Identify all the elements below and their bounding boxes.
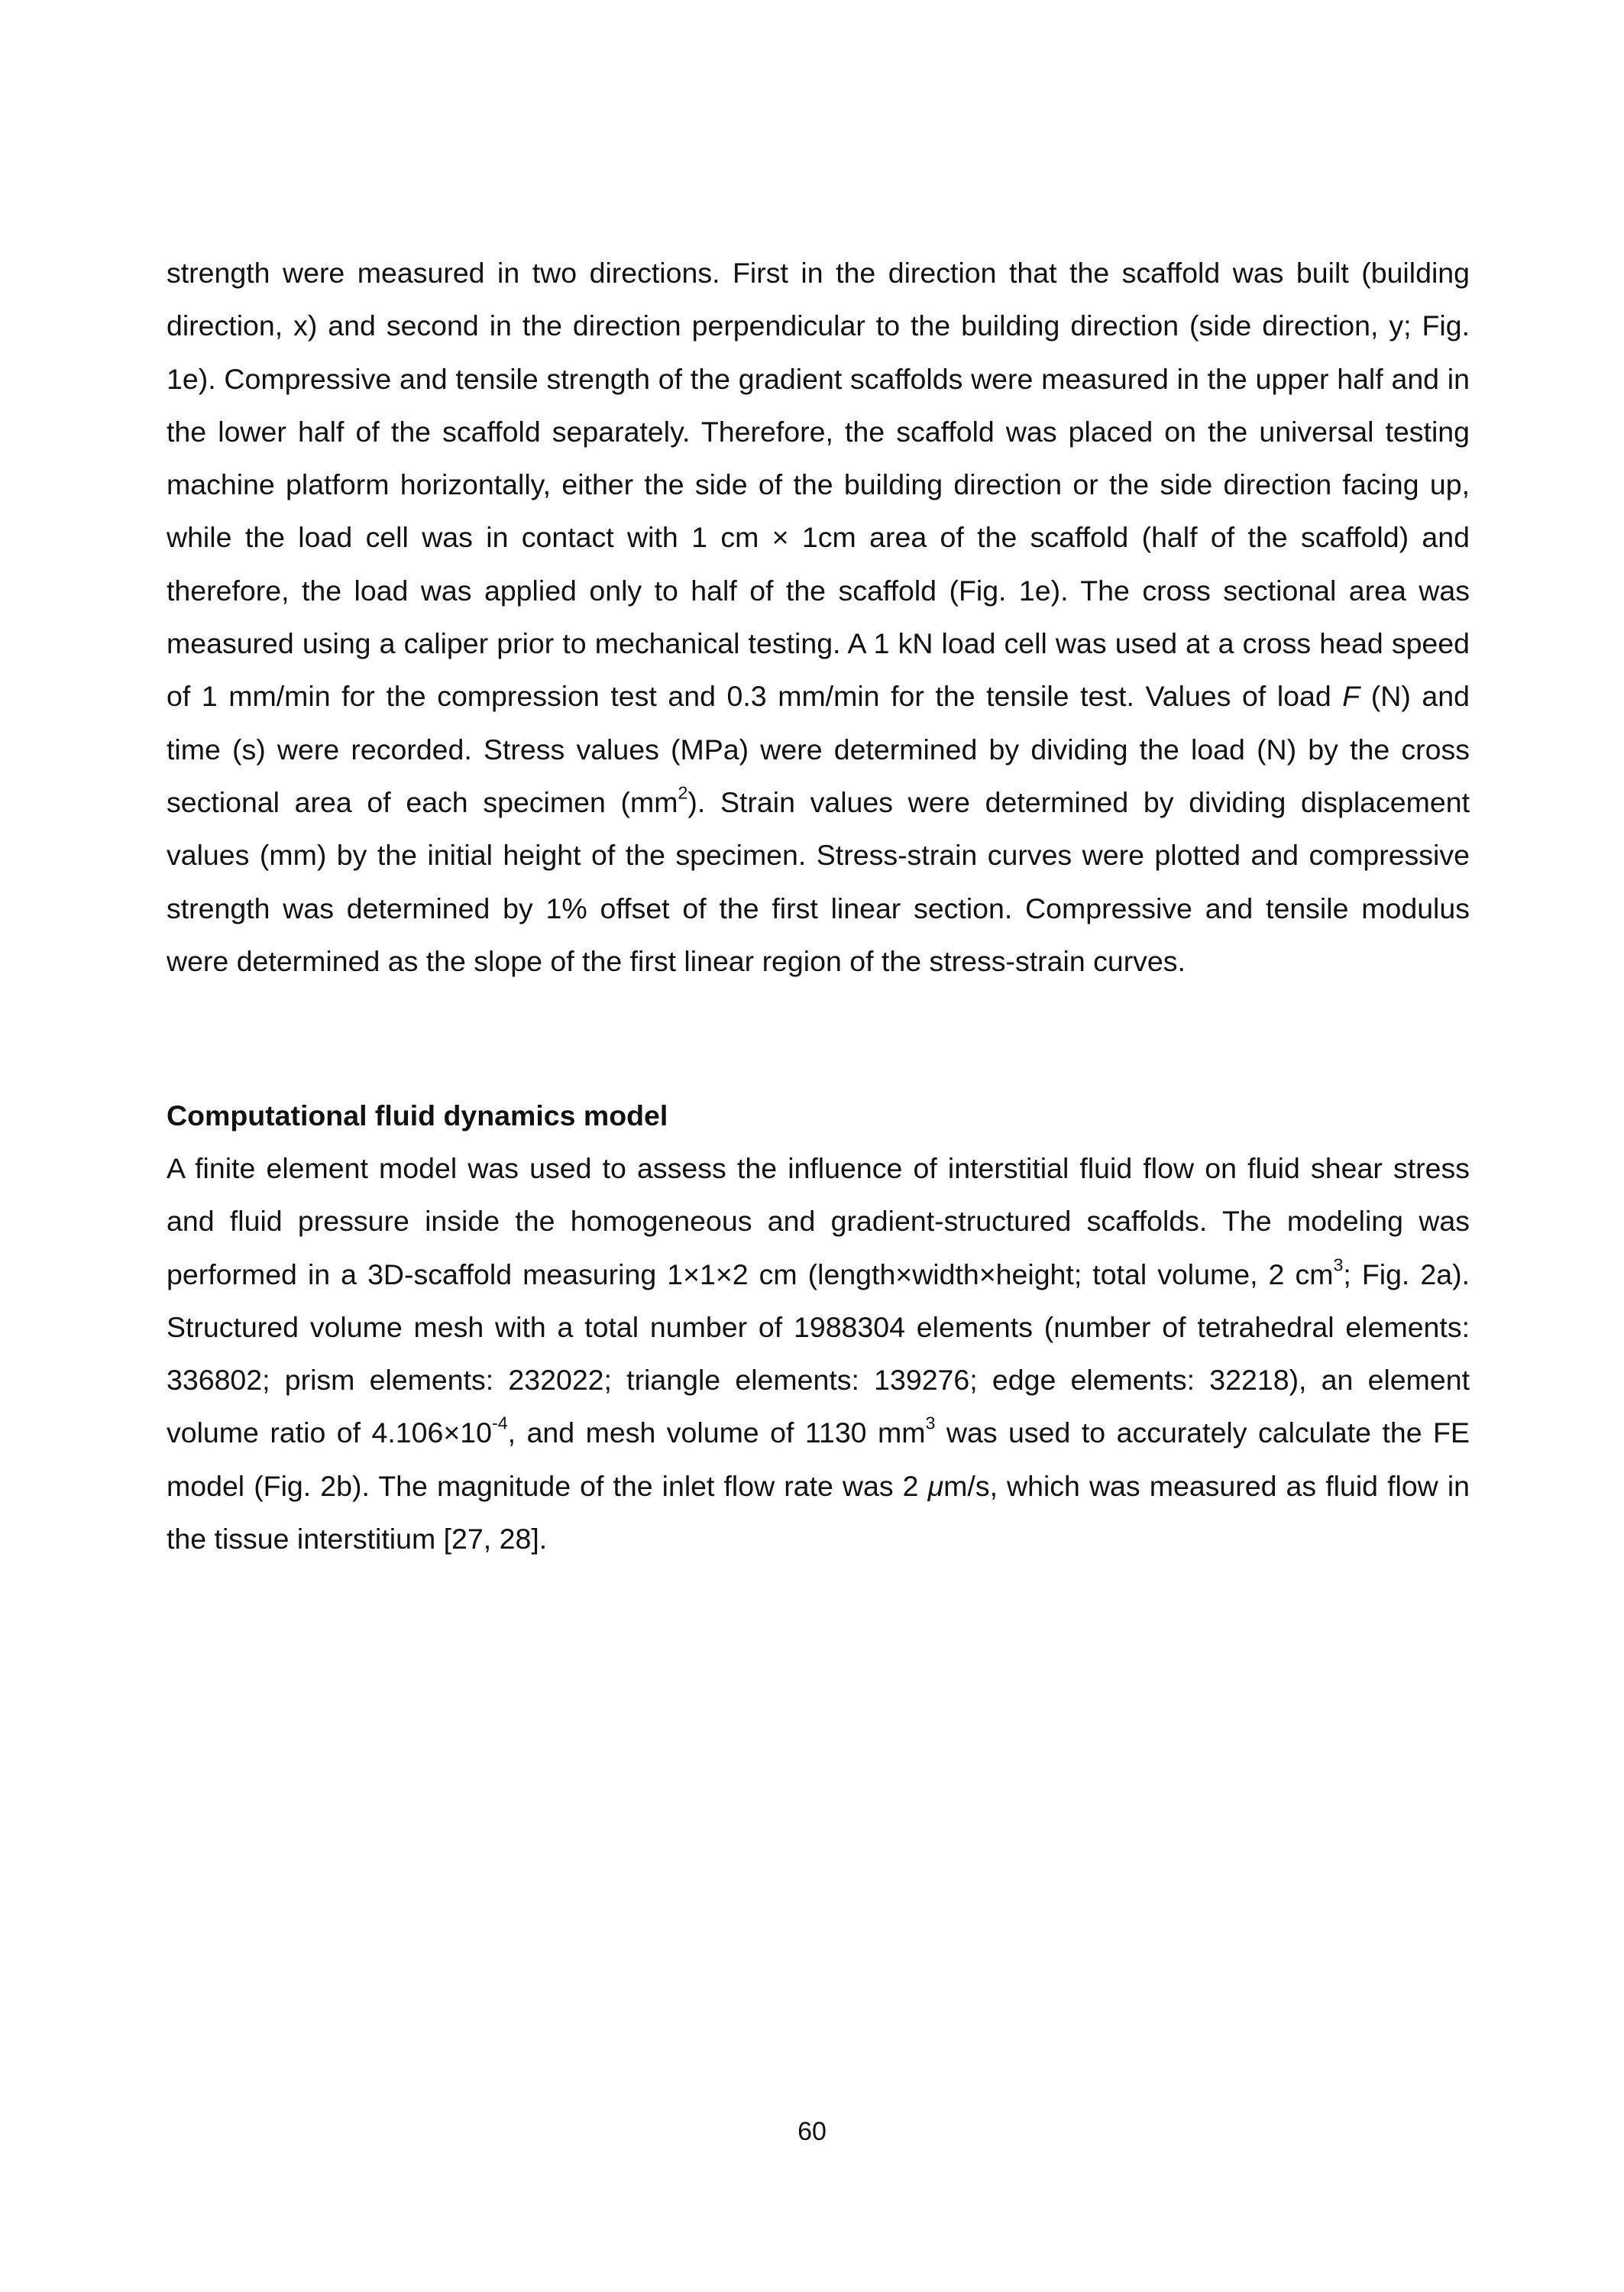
paragraph-text: was used to accurately calculate the FE model (Fig. 2b). The magnitude of the inlet flow rate was 2 bbox=[167, 1416, 1470, 1502]
section-heading: Computational fluid dynamics model bbox=[167, 1099, 668, 1131]
paragraph-text: m/s, which was measured as fluid flow in the tissue interstitium [27, 28]. bbox=[167, 1469, 1470, 1556]
superscript: 3 bbox=[1333, 1254, 1344, 1275]
superscript: -4 bbox=[491, 1413, 508, 1434]
paragraph-text: ; Fig. 2a). Structured volume mesh with a total number of 1988304 elements (number of tetrahedral elements: 336802; prism elements: 232022; triangle elements: 139276; edge elements: 32218), an element volume ratio of 4.106×10 bbox=[167, 1258, 1470, 1449]
superscript: 3 bbox=[925, 1413, 936, 1434]
paragraph-text: strength were measured in two directions. First in the direction that the scaffold was built (building direction, x) and second in the direction perpendicular to the building direction (side direction, y; Fig. 1e). Compressive and tensile strength of the gradient scaffolds were measured in the upper half and in the lower half of the scaffold separately. Therefore, the scaffold was placed on the universal testing machine platform horizontally, either the side of the building direction or the side direction facing up, while the load cell was in contact with 1 cm × 1cm area of the scaffold (half of the scaffold) and therefore, the load was applied only to half of the scaffold (Fig. 1e). The cross sectional area was measured using a caliper prior to mechanical testing. A 1 kN load cell was used at a cross head speed of 1 mm/min for the compression test and 0.3 mm/min for the tensile test. Values of load bbox=[167, 257, 1470, 713]
variable-F: F bbox=[1342, 680, 1360, 713]
paragraph-text: , and mesh volume of 1130 mm bbox=[507, 1416, 926, 1449]
paragraph-text: ). Strain values were determined by dividing displacement values (mm) by the initial height of the specimen. Stress-strain curves were plotted and compressive strength was determined by 1% offset of the first linear section. Compressive and tensile modulus were determined as the slope of the first linear region of the stress-strain curves. bbox=[167, 785, 1470, 977]
page-number: 60 bbox=[797, 2117, 827, 2146]
methods-paragraph-cfd-model bbox=[167, 1142, 1470, 1565]
superscript: 2 bbox=[678, 782, 688, 803]
paragraph-text: (N) and time (s) were recorded. Stress values (MPa) were determined by dividing the load (N) by the cross sectional area of each specimen (mm bbox=[167, 680, 1470, 818]
mu-symbol: μ bbox=[927, 1469, 944, 1502]
methods-paragraph-mechanical-testing bbox=[167, 247, 1470, 988]
paragraph-text: A finite element model was used to assess the influence of interstitial fluid flow on fluid shear stress and fluid pressure inside the homogeneous and gradient-structured scaffolds. The modeling was performed in a 3D-scaffold measuring 1×1×2 cm (length×width×height; total volume, 2 cm bbox=[167, 1152, 1470, 1290]
